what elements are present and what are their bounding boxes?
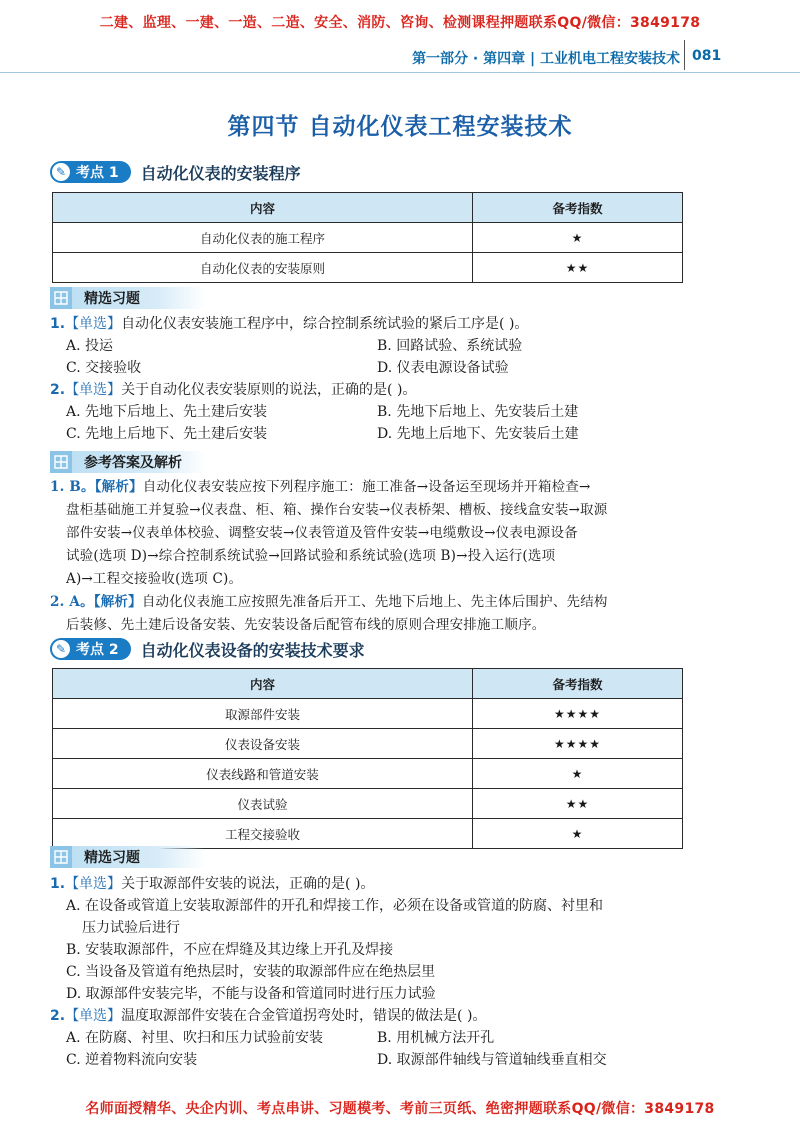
question-2 [50,1005,486,1027]
question-number: 2. [50,1008,66,1024]
option-d: D. 取源部件安装完毕，不能与设备和管道同时进行压力试验 [66,986,436,1002]
option-c: C. 逆着物料流向安装 [66,1052,198,1068]
table-cell-stars: ★★ [473,253,683,283]
table-cell-stars: ★★★★ [473,729,683,759]
answer-2-line-1 [50,591,608,614]
table-cell-content: 工程交接验收 [53,819,473,849]
keypoint-2-title: 自动化仪表设备的安装技术要求 [140,640,365,660]
keypoint-1-tag-label: 考点 1 [76,165,119,181]
table-row [53,253,683,283]
table-cell-stars: ★★★★ [473,699,683,729]
exercises-heading-label: 精选习题 [84,850,140,866]
option-b: B. 安装取源部件，不应在焊缝及其边缘上开孔及焊接 [66,942,394,958]
pencil-icon: ✎ [52,640,70,658]
option-b: B. 先地下后地上、先安装后土建 [377,404,579,420]
option-a: A. 先地下后地上、先土建后安装 [66,404,268,420]
option-c: C. 当设备及管道有绝热层时，安装的取源部件应在绝热层里 [66,964,436,980]
question-2 [50,379,416,401]
answer-1-line-5: A)→工程交接验收(选项 C)。 [66,571,243,587]
question-text: 自动化仪表安装施工程序中，综合控制系统试验的紧后工序是( )。 [121,316,529,332]
promo-banner-bottom: 名师面授精华、央企内训、考点串讲、习题模考、考前三页纸、绝密押题联系QQ/微信：3849178 [85,1101,715,1117]
answer-1-label: 1. B。【解析】 [50,479,143,495]
question-type: 【单选】 [65,1008,122,1024]
table-header-row [53,669,683,699]
question-type: 【单选】 [65,876,122,892]
option-b: B. 用机械方法开孔 [377,1030,495,1046]
table-cell-content: 仪表试验 [53,789,473,819]
grid-icon [50,846,72,868]
keypoint-1-title: 自动化仪表的安装程序 [140,163,301,183]
option-a: A. 在设备或管道上安装取源部件的开孔和焊接工作，必须在设备或管道的防腐、衬里和 [66,898,604,914]
grid-icon [50,451,72,473]
keypoint-2-table [52,668,683,849]
grid-icon [50,287,72,309]
keypoint-1-tag [50,161,131,183]
table-cell-content: 仪表设备安装 [53,729,473,759]
keypoint-2-tag [50,638,131,660]
option-c: C. 先地上后地下、先土建后安装 [66,426,268,442]
option-a: A. 在防腐、衬里、吹扫和压力试验前安装 [66,1030,324,1046]
table-cell-stars: ★ [473,819,683,849]
question-text: 关于取源部件安装的说法，正确的是( )。 [121,876,375,892]
keypoint-2-header [50,637,365,661]
answers-heading-label: 参考答案及解析 [84,455,182,471]
table-cell-stars: ★ [473,759,683,789]
question-1 [50,873,374,895]
option-d: D. 取源部件轴线与管道轴线垂直相交 [377,1052,607,1068]
header-divider [684,40,685,70]
answer-1-line-4: 试验(选项 D)→综合控制系统试验→回路试验和系统试验(选项 B)→投入运行(选项 [66,548,556,564]
exercises-heading-1 [50,287,205,309]
option-a: A. 投运 [66,338,114,354]
answers-heading [50,451,205,473]
option-a-continued: 压力试验后进行 [82,920,180,936]
table-cell-content: 取源部件安装 [53,699,473,729]
table-cell-content: 自动化仪表的施工程序 [53,223,473,253]
answer-1-line-2: 盘柜基础施工并复验→仪表盘、柜、箱、操作台安装→仪表桥架、槽板、接线盒安装→取源 [66,502,608,518]
page-number: 081 [692,48,722,64]
keypoint-1-table [52,192,683,283]
table-cell-content: 自动化仪表的安装原则 [53,253,473,283]
answer-text: 自动化仪表安装应按下列程序施工：施工准备→设备运至现场并开箱检查→ [142,479,591,495]
table-cell-content: 仪表线路和管道安装 [53,759,473,789]
question-type: 【单选】 [65,316,122,332]
answer-1-line-3: 部件安装→仪表单体校验、调整安装→仪表管道及管件安装→电缆敷设→仪表电源设备 [66,525,578,541]
table-row [53,223,683,253]
option-d: D. 先地上后地下、先安装后土建 [377,426,579,442]
running-head: 第一部分 · 第四章 | 工业机电工程安装技术 [412,51,680,67]
question-1 [50,313,528,335]
column-header: 内容 [53,669,473,699]
keypoint-1-header [50,160,301,184]
keypoint-2-tag-label: 考点 2 [76,642,119,658]
option-d: D. 仪表电源设备试验 [377,360,509,376]
question-type: 【单选】 [65,382,122,398]
table-row [53,819,683,849]
answer-2-label: 2. A。【解析】 [50,594,142,610]
column-header: 备考指数 [473,669,683,699]
question-text: 关于自动化仪表安装原则的说法，正确的是( )。 [121,382,417,398]
question-number: 1. [50,876,66,892]
table-row [53,699,683,729]
answer-text: 自动化仪表施工应按照先准备后开工、先地下后地上、先主体后围护、先结构 [141,594,608,610]
answer-2-line-2: 后装修、先土建后设备安装、先安装设备后配管布线的原则合理安排施工顺序。 [66,617,546,633]
question-number: 1. [50,316,66,332]
answer-1-line-1 [50,476,591,499]
pencil-icon: ✎ [52,163,70,181]
exercises-heading-label: 精选习题 [84,291,140,307]
question-number: 2. [50,382,66,398]
table-row [53,729,683,759]
table-header-row [53,193,683,223]
option-c: C. 交接验收 [66,360,142,376]
column-header: 备考指数 [473,193,683,223]
table-cell-stars: ★ [473,223,683,253]
option-b: B. 回路试验、系统试验 [377,338,523,354]
header-rule [0,72,800,73]
question-text: 温度取源部件安装在合金管道拐弯处时，错误的做法是( )。 [121,1008,487,1024]
promo-banner-top: 二建、监理、一建、一造、二造、安全、消防、咨询、检测课程押题联系QQ/微信：3849178 [99,15,701,31]
section-title: 第四节 自动化仪表工程安装技术 [227,113,573,140]
table-cell-stars: ★★ [473,789,683,819]
exercises-heading-2 [50,846,205,868]
table-row [53,759,683,789]
table-row [53,789,683,819]
column-header: 内容 [53,193,473,223]
